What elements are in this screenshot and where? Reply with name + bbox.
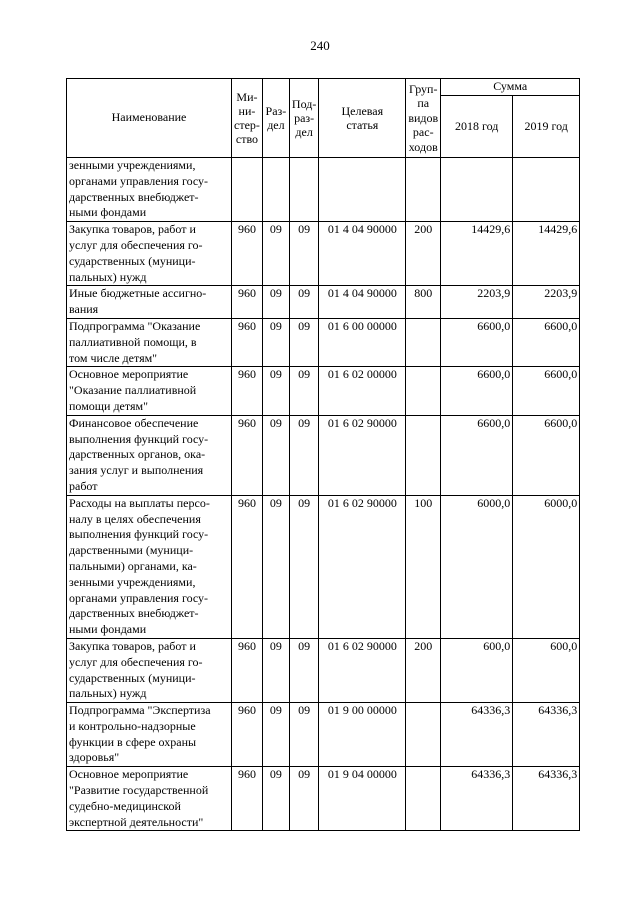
row-name: Закупка товаров, работ и услуг для обеспечения го- сударственных (муници- пальных) нужд: [67, 638, 232, 702]
row-target: 01 9 04 00000: [319, 767, 406, 831]
row-name: Подпрограмма "Экспертиза и контрольно-надзорные функции в сфере охраны здоровья": [67, 703, 232, 767]
row-group: [406, 767, 441, 831]
row-target: 01 6 02 90000: [319, 415, 406, 495]
table-row: [67, 318, 580, 366]
row-sum-2019: 6600,0: [513, 415, 580, 495]
row-group: [406, 703, 441, 767]
row-section: 09: [262, 495, 289, 638]
row-sum-2019: 6600,0: [513, 367, 580, 415]
row-sum-2019: [513, 158, 580, 222]
row-section: 09: [262, 318, 289, 366]
table-row: [67, 495, 580, 638]
row-group: [406, 318, 441, 366]
row-subsection: 09: [289, 415, 318, 495]
row-subsection: 09: [289, 318, 318, 366]
row-ministry: 960: [232, 415, 263, 495]
table-body: [67, 158, 580, 831]
table-row: [67, 415, 580, 495]
header-sum: Сумма: [441, 79, 580, 96]
row-group: [406, 158, 441, 222]
table-row: [67, 222, 580, 286]
row-sum-2018: [441, 158, 513, 222]
row-target: 01 4 04 90000: [319, 222, 406, 286]
row-sum-2018: 600,0: [441, 638, 513, 702]
header-year-2018: 2018 год: [441, 96, 513, 158]
row-ministry: 960: [232, 286, 263, 319]
row-target: 01 6 02 90000: [319, 638, 406, 702]
row-sum-2018: 14429,6: [441, 222, 513, 286]
row-section: 09: [262, 638, 289, 702]
row-section: 09: [262, 367, 289, 415]
row-target: 01 6 02 00000: [319, 367, 406, 415]
row-subsection: 09: [289, 703, 318, 767]
row-ministry: 960: [232, 767, 263, 831]
row-sum-2018: 64336,3: [441, 703, 513, 767]
table-row: [67, 638, 580, 702]
row-name: Основное мероприятие "Развитие государственной судебно-медицинской экспертной деятельности": [67, 767, 232, 831]
row-target: [319, 158, 406, 222]
header-name: Наименование: [67, 79, 232, 158]
row-name: Расходы на выплаты персо- налу в целях обеспечения выполнения функций госу- дарственными (муници- пальными) органами, ка- зенными учреждениями, органами управления госу- дарственных внебюджет- ными фондами: [67, 495, 232, 638]
row-target: 01 9 00 00000: [319, 703, 406, 767]
row-sum-2018: 2203,9: [441, 286, 513, 319]
table-row: [67, 158, 580, 222]
row-ministry: 960: [232, 318, 263, 366]
row-sum-2018: 64336,3: [441, 767, 513, 831]
row-group: 800: [406, 286, 441, 319]
row-name: Основное мероприятие "Оказание паллиативной помощи детям": [67, 367, 232, 415]
table-row: [67, 367, 580, 415]
row-sum-2018: 6600,0: [441, 367, 513, 415]
row-section: [262, 158, 289, 222]
row-subsection: 09: [289, 222, 318, 286]
row-ministry: 960: [232, 703, 263, 767]
row-subsection: [289, 158, 318, 222]
row-sum-2019: 2203,9: [513, 286, 580, 319]
row-subsection: 09: [289, 767, 318, 831]
row-subsection: 09: [289, 495, 318, 638]
row-ministry: 960: [232, 367, 263, 415]
row-section: 09: [262, 286, 289, 319]
header-subsection: Под- раз- дел: [289, 79, 318, 158]
header-target: Целевая статья: [319, 79, 406, 158]
budget-table: [66, 78, 580, 831]
row-ministry: 960: [232, 222, 263, 286]
row-sum-2018: 6600,0: [441, 318, 513, 366]
row-section: 09: [262, 415, 289, 495]
row-target: 01 6 00 00000: [319, 318, 406, 366]
row-ministry: 960: [232, 495, 263, 638]
row-group: [406, 415, 441, 495]
row-section: 09: [262, 703, 289, 767]
row-name: зенными учреждениями, органами управления госу- дарственных внебюджет- ными фондами: [67, 158, 232, 222]
row-sum-2019: 6600,0: [513, 318, 580, 366]
row-group: [406, 367, 441, 415]
header-group: Груп- па видов рас- ходов: [406, 79, 441, 158]
table-row: [67, 703, 580, 767]
table-row: [67, 286, 580, 319]
row-section: 09: [262, 222, 289, 286]
row-subsection: 09: [289, 286, 318, 319]
row-name: Иные бюджетные ассигно- вания: [67, 286, 232, 319]
row-target: 01 6 02 90000: [319, 495, 406, 638]
row-sum-2018: 6600,0: [441, 415, 513, 495]
row-subsection: 09: [289, 638, 318, 702]
header-ministry: Ми- ни- стер- ство: [232, 79, 263, 158]
row-group: 200: [406, 638, 441, 702]
table-row: [67, 767, 580, 831]
header-year-2019: 2019 год: [513, 96, 580, 158]
row-subsection: 09: [289, 367, 318, 415]
row-sum-2018: 6000,0: [441, 495, 513, 638]
row-ministry: 960: [232, 638, 263, 702]
row-group: 200: [406, 222, 441, 286]
row-group: 100: [406, 495, 441, 638]
row-section: 09: [262, 767, 289, 831]
row-sum-2019: 64336,3: [513, 703, 580, 767]
row-target: 01 4 04 90000: [319, 286, 406, 319]
row-sum-2019: 600,0: [513, 638, 580, 702]
row-name: Закупка товаров, работ и услуг для обеспечения го- сударственных (муници- пальных) нужд: [67, 222, 232, 286]
row-ministry: [232, 158, 263, 222]
row-sum-2019: 14429,6: [513, 222, 580, 286]
row-name: Финансовое обеспечение выполнения функций госу- дарственных органов, ока- зания услуг и выполнения работ: [67, 415, 232, 495]
page-number: 240: [310, 38, 330, 53]
row-sum-2019: 6000,0: [513, 495, 580, 638]
row-sum-2019: 64336,3: [513, 767, 580, 831]
row-name: Подпрограмма "Оказание паллиативной помощи, в том числе детям": [67, 318, 232, 366]
header-section: Раз- дел: [262, 79, 289, 158]
